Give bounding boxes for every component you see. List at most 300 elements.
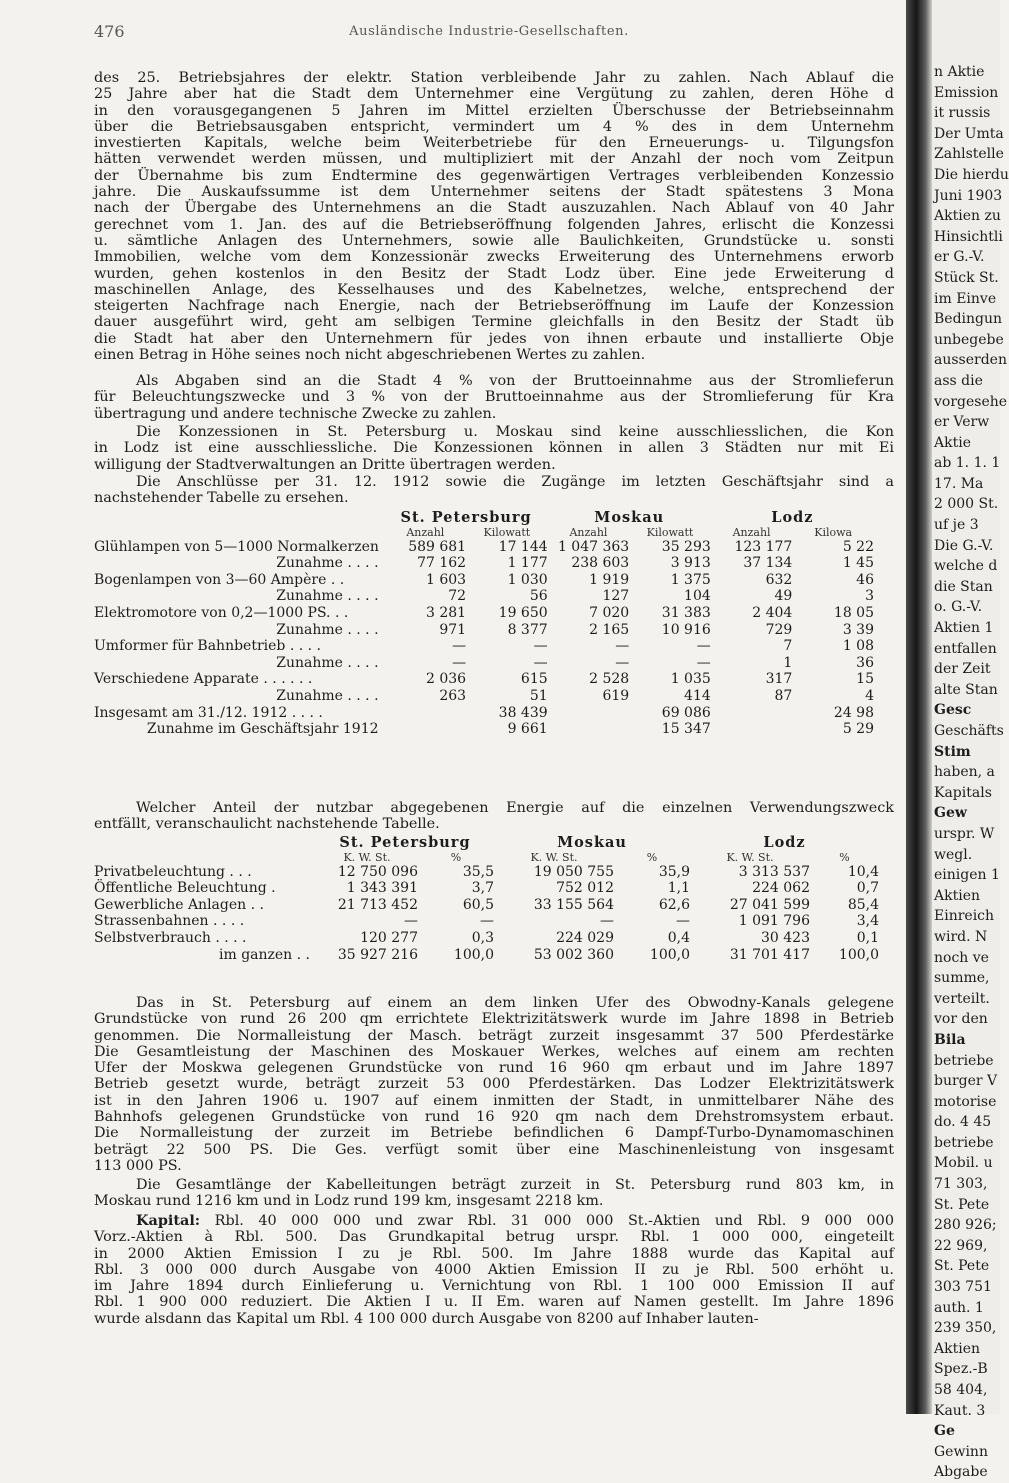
empty-cell [711, 721, 793, 738]
table-cell: — [480, 913, 494, 930]
table-cell: 2 404 [752, 604, 793, 621]
table-cell: 238 603 [571, 555, 630, 572]
table-cell: 3 313 537 [738, 863, 810, 880]
column-subheading: K. W. St. [343, 850, 391, 864]
paragraph-werke [94, 995, 894, 1174]
facing-page-fragment: noch ve [934, 949, 989, 966]
facing-page-fragment: St. Pete [934, 1258, 990, 1275]
row-label: Selbstverbrauch . . . . [94, 929, 247, 946]
facing-page-fragment: Geschäfts [934, 723, 1004, 739]
table-cell: — [452, 654, 467, 671]
table-cell: 2 036 [426, 671, 467, 688]
text-line: Grundstücke von rund 26 200 qm errichtete Elektrizitätswerk wurde im Jahre 1898 in Betrieb [94, 1011, 894, 1028]
book-gutter [906, 0, 932, 1414]
kapital-first-line [94, 1213, 894, 1229]
text-line: u. sämtliche Anlagen des Unternehmers, sowie alle Baulichkeiten, Grundstücke u. sonsti [94, 232, 894, 249]
paragraph-kabel [94, 1177, 894, 1210]
table-cell: 414 [684, 687, 711, 704]
facing-page-fragment: o. G.-V. [934, 599, 983, 616]
facing-page-fragment: motorise [934, 1093, 997, 1110]
table-city-row [94, 510, 874, 527]
facing-page-fragment: do. 4 45 [934, 1114, 992, 1131]
facing-page-fragment: 239 350, [934, 1320, 997, 1337]
facing-page-fragment: 17. Ma [934, 475, 984, 492]
column-subheading: Anzahl [732, 525, 771, 539]
table-corner [94, 852, 316, 864]
city-heading: Moskau [557, 834, 627, 851]
row-label: Umformer für Bahnbetrieb . . . . [94, 638, 321, 655]
row-label: Zunahme . . . . [276, 621, 379, 638]
table-cell: 1 603 [426, 571, 467, 588]
facing-page-fragment: betriebe [934, 1134, 994, 1151]
table-cell: 1,1 [667, 880, 690, 897]
table-corner [94, 835, 316, 852]
table-cell: 18 05 [833, 604, 874, 621]
table-cell: 1 047 363 [557, 538, 630, 555]
table-cell: 12 750 096 [337, 863, 418, 880]
table-cell: — [600, 913, 614, 930]
table-cell: 56 [529, 588, 548, 605]
facing-page-fragment: uf je 3 [934, 517, 979, 534]
table-cell: 8 377 [507, 621, 548, 638]
column-subheading: K. W. St. [530, 850, 578, 864]
table-cell: — [615, 638, 630, 655]
paragraph-konzessionen [94, 424, 894, 473]
facing-page-fragment: summe, [934, 970, 990, 987]
city-heading: Lodz [771, 509, 814, 526]
table-cell: 2 528 [589, 671, 630, 688]
facing-page-fragment: Bedingun [934, 311, 1003, 328]
paragraph-anschluesse [94, 474, 894, 507]
facing-page-fragment: auth. 1 [934, 1299, 984, 1316]
table-cell: 1 375 [670, 571, 711, 588]
text-line: nachstehender Tabelle zu ersehen. [94, 490, 349, 507]
facing-page-fragment: Spez.-B [934, 1361, 988, 1378]
table-total-cell: 53 002 360 [533, 946, 614, 963]
text-line: in Lodz ist eine ausschliessliche. Die Konzessionen können in allen 3 Städten nur mit Ei [94, 440, 894, 457]
table-total-cell: 69 086 [661, 704, 711, 721]
table-corner [94, 510, 385, 527]
facing-page-fragment: vorgesehe [934, 393, 1008, 410]
table-total-row [94, 721, 874, 738]
table-total-cell: 31 701 417 [729, 946, 810, 963]
text-line: Die Anschlüsse per 31. 12. 1912 sowie die Zugänge im letzten Geschäftsjahr sind a [136, 474, 894, 490]
table-cell: 35,9 [658, 863, 690, 880]
table-cell: — [452, 638, 467, 655]
facing-page-fragment: Die G.-V. [934, 537, 994, 554]
facing-page-fragment: die Stan [934, 578, 993, 595]
facing-page-fragment: Der Umta [934, 125, 1004, 142]
text-line: Die Gesamtlänge der Kabelleitungen beträgt zurzeit in St. Petersburg rund 803 km, in [136, 1177, 894, 1193]
table-cell: — [533, 638, 548, 655]
facing-page-fragment: 22 969, [934, 1237, 988, 1254]
empty-cell [385, 721, 467, 738]
facing-page-fragment: 2 000 St. [934, 496, 999, 513]
table-cell: 127 [602, 588, 630, 605]
table-cell: — [404, 913, 418, 930]
table-cell: 615 [520, 671, 548, 688]
table-cell: 1 035 [670, 671, 711, 688]
table-cell: 15 [856, 671, 874, 688]
table-cell: 51 [529, 687, 548, 704]
table-row [94, 622, 874, 639]
table-cell: 0,4 [667, 929, 690, 946]
text-line: der Übernahme bis zum Endtermine des gegenwärtigen Vertrages verbleibenden Konzessio [94, 167, 894, 184]
table-total-cell: 100,0 [649, 946, 690, 963]
table-cell: 19 650 [498, 604, 548, 621]
text-line: Rbl. 1 900 000 reduziert. Die Aktien I u. II Em. waren auf Namen gestellt. Im Jahre 1896 [94, 1294, 894, 1311]
empty-cell [548, 705, 630, 722]
table-subhead-row [94, 527, 874, 539]
table-cell: 0,1 [856, 929, 879, 946]
facing-page-fragment: wird. N [934, 928, 988, 945]
facing-page-fragment: 303 751 [934, 1279, 992, 1296]
table-row [94, 555, 874, 572]
paragraph-kapital [94, 1213, 894, 1327]
column-subheading: Anzahl [406, 525, 445, 539]
facing-page-fragment: welche d [934, 558, 998, 575]
city-heading: Moskau [594, 509, 665, 526]
facing-page-fragment: betriebe [934, 1052, 994, 1069]
facing-page-fragment: ausserden [934, 352, 1007, 369]
row-label: Verschiedene Apparate . . . . . . [94, 671, 313, 688]
text-line: einen Betrag in Höhe seines noch nicht abgeschriebenen Wertes zu zahlen. [94, 347, 646, 364]
text-line: Betrieb gesetzt wurde, beträgt zurzeit 53 000 Pferdestärken. Das Lodzer Elektrizitätswerk [94, 1076, 894, 1093]
facing-page-fragment: Aktie [934, 434, 971, 451]
table-row [94, 671, 874, 688]
row-label: Elektromotore von 0,2—1000 PS. . . [94, 604, 349, 621]
table-cell: — [533, 654, 548, 671]
page-header [94, 20, 884, 46]
column-subheading: Kilowa [814, 525, 853, 539]
table-cell: 37 134 [743, 555, 793, 572]
empty-cell [548, 721, 630, 738]
text-line: Bahnhofs gelegenen Grundstücke von rund 16 920 qm nach dem Drehstromsystem erbaut. [94, 1109, 894, 1126]
row-label: Zunahme . . . . [276, 588, 379, 605]
facing-page-fragment: Kapitals [934, 784, 992, 801]
text-line: willigung der Stadtverwaltungen an Dritte übertragen werden. [94, 456, 556, 473]
table-cell: 3,4 [856, 913, 879, 930]
row-label: Insgesamt am 31./12. 1912 . . . . [94, 704, 323, 721]
facing-page-fragment: Emission [934, 84, 999, 101]
table-cell: 33 155 564 [533, 896, 614, 913]
page-number: 476 [94, 22, 125, 41]
table-cell: 4 [865, 687, 874, 704]
facing-page-fragment: vor den [934, 1011, 988, 1028]
empty-cell [385, 705, 467, 722]
facing-page-fragment: Hinsichtli [934, 228, 1003, 245]
facing-page-fragment: Gew [934, 805, 967, 822]
text-line: Vorz.-Aktien à Rbl. 500. Das Grundkapital betrug urspr. Rbl. 1 000 000, eingeteilt [94, 1229, 894, 1246]
table-cell: 27 041 599 [729, 896, 810, 913]
table-cell: 10 916 [661, 621, 711, 638]
text-line: beträgt 22 500 PS. Die Ges. verfügt somit über eine Maschinenleistung von insgesamt [94, 1141, 894, 1158]
facing-page-fragment: urspr. W [934, 825, 995, 842]
text-line: hätten verwendet werden müssen, und multipliziert mit der Anzahl der noch vom Zeitpun [94, 151, 894, 168]
table-total-cell: 35 927 216 [337, 946, 418, 963]
table-city-row [94, 835, 879, 852]
paragraph-abgaben [94, 373, 894, 422]
table-total-row [94, 947, 879, 964]
text-line: in 2000 Aktien Emission I zu je Rbl. 500. Im Jahre 1888 wurde das Kapital auf [94, 1245, 894, 1262]
facing-page-fragment: entfallen [934, 640, 997, 657]
city-heading: Lodz [763, 834, 806, 851]
table-cell: 17 144 [498, 538, 548, 555]
text-line: Moskau rund 1216 km und in Lodz rund 199 km, insgesamt 2218 km. [94, 1193, 604, 1210]
facing-page-fragment: it russis [934, 105, 991, 122]
table-cell: 3,7 [471, 880, 494, 897]
table-row [94, 655, 874, 672]
text-line: die Stadt hat aber den Unternehmern für jedes von ihnen erbaute und installierte Obje [94, 330, 894, 347]
text-line: entfällt, veranschaulicht nachstehende Tabelle. [94, 816, 440, 833]
column-subheading: Anzahl [569, 525, 608, 539]
table-total-row [94, 705, 874, 722]
table-total-cell: 5 29 [842, 721, 874, 738]
table-cell: 3 913 [670, 555, 711, 572]
facing-page-fragment: Bila [934, 1031, 966, 1048]
facing-page-fragment: Aktien [934, 1340, 980, 1357]
table-cell: — [696, 638, 711, 655]
table-total-cell: 15 347 [661, 721, 711, 738]
facing-page-fragment: ab 1. 1. 1 [934, 455, 1001, 472]
table-cell: 263 [439, 687, 467, 704]
text-line: Ufer der Moskwa gelegenen Grundstücke von rund 16 960 qm erbaut und im Jahre 1897 [94, 1060, 894, 1077]
text-line: jahre. Die Auskaufssumme ist dem Unternehmer seitens der Stadt spätestens 3 Mona [94, 184, 894, 201]
table-cell: 1 919 [589, 571, 630, 588]
facing-page-fragment: Die hierdu [934, 166, 1009, 183]
table-row [94, 638, 874, 655]
facing-page-fragment: er G.-V. [934, 249, 985, 266]
facing-page-fragment: St. Pete [934, 1196, 990, 1213]
table-cell: 35 293 [661, 538, 711, 555]
table-cell: 0,3 [471, 929, 494, 946]
table-cell: 1 091 796 [738, 913, 810, 930]
text-line: 25 Jahre aber hat die Stadt dem Unternehmer eine Vergütung zu zahlen, deren Höhe d [94, 86, 894, 103]
facing-page-fragment: Kaut. 3 [934, 1402, 986, 1419]
text-line: über die Betriebsausgaben entspricht, vermindert um 4 % des in dem Unternehm [94, 118, 894, 135]
text-line: im Jahre 1894 durch Einlieferung u. Vernichtung von Rbl. 1 100 000 Emission II auf [94, 1278, 894, 1295]
table-cell: 35,5 [462, 863, 494, 880]
row-label: Bogenlampen von 3—60 Ampère . . [94, 571, 345, 588]
facing-page-fragment: Stück St. [934, 269, 999, 286]
facing-page-fragment: Abgabe [934, 1464, 988, 1481]
table-cell: 31 383 [661, 604, 711, 621]
city-heading: St. Petersburg [339, 834, 471, 851]
city-heading: St. Petersburg [400, 509, 532, 526]
text-line: ist in den Jahren 1906 u. 1907 auf einem inmitten der Stadt, in unmittelbarer Nähe des [94, 1092, 894, 1109]
table-cell: 0,7 [856, 880, 879, 897]
table-total-cell: 100,0 [838, 946, 879, 963]
table-cell: 632 [765, 571, 793, 588]
facing-page-fragment: verteilt. [934, 990, 990, 1007]
table-cell: 123 177 [734, 538, 793, 555]
table-cell: 72 [448, 588, 467, 605]
facing-page-fragment: 58 404, [934, 1382, 988, 1398]
table-cell: 7 020 [589, 604, 630, 621]
text-line: Rbl. 3 000 000 durch Ausgabe von 4000 Aktien Emission II zu je Rbl. 500 erhöht u. [94, 1261, 894, 1278]
table-row [94, 539, 874, 556]
connections-table [94, 510, 874, 738]
row-label: Zunahme im Geschäftsjahr 1912 [146, 721, 379, 738]
table-row [94, 572, 874, 589]
text-line: Die Normalleistung der zurzeit im Betriebe befindlichen 6 Dampf-Turbo-Dynamomaschinen [94, 1125, 894, 1142]
table-subhead-row [94, 852, 879, 864]
text-line: steigerten Nachfrage nach Energie, nach der Betriebseröffnung im Laufe der Konzession [94, 298, 894, 315]
table-cell: 30 423 [761, 929, 810, 946]
table-cell: 1 08 [842, 638, 874, 655]
facing-page-fragment: Aktien [934, 887, 980, 904]
text-line: wurde alsdann das Kapital um Rbl. 4 100 000 durch Ausgabe von 8200 auf Inhaber lauten- [94, 1310, 759, 1327]
table-row [94, 864, 879, 881]
table-row [94, 588, 874, 605]
row-label: Strassenbahnen . . . . [94, 913, 245, 930]
table-row [94, 930, 879, 947]
table-cell: 7 [783, 638, 793, 655]
facing-page-fragment: Gesc [934, 702, 972, 719]
text-line: genommen. Die Normalleistung der Masch. beträgt zurzeit insgesammt 37 500 Pferdestärke [94, 1027, 894, 1044]
text-line: für Beleuchtungszwecke und 3 % von der Bruttoeinnahme aus der Stromlieferung für Kra [94, 389, 894, 406]
table-cell: 36 [856, 654, 874, 671]
table-cell: 1 030 [507, 571, 548, 588]
table-row [94, 605, 874, 622]
table-cell: 729 [765, 621, 793, 638]
energy-usage-table [94, 835, 879, 963]
column-subheading: Kilowatt [646, 525, 694, 539]
text-line: Welcher Anteil der nutzbar abgegebenen Energie auf die einzelnen Verwendungszweck [136, 800, 894, 816]
table-cell: 317 [765, 671, 793, 688]
table-cell: 10,4 [847, 863, 879, 880]
facing-page-fragment: Aktien zu [934, 208, 1001, 225]
row-label: im ganzen . . [218, 946, 310, 963]
table-cell: 589 681 [408, 538, 467, 555]
facing-page-fragment: Ge [934, 1423, 955, 1440]
table-cell: 85,4 [847, 896, 879, 913]
facing-page-fragment: 71 303, [934, 1176, 988, 1193]
facing-page-fragment: im Einve [934, 290, 997, 307]
table-cell: 21 713 452 [337, 896, 418, 913]
table-cell: — [615, 654, 630, 671]
column-subheading: % [646, 850, 658, 864]
facing-page-fragment: Juni 1903 [934, 187, 1003, 204]
table-cell: — [676, 913, 690, 930]
table-total-cell: 9 661 [507, 721, 548, 738]
table-cell: 3 [865, 588, 874, 605]
text-line: investierten Kapitals, welche beim Weiterbetriebe für den Erneuerungs- u. Tilgungsfon [94, 135, 894, 152]
facing-page-fragment: Zahlstelle [934, 146, 1004, 163]
table-row [94, 913, 879, 930]
table-cell: 1 [783, 654, 793, 671]
table-corner [94, 527, 385, 539]
facing-page-fragment: n Aktie [934, 64, 985, 80]
table-row [94, 880, 879, 897]
row-label: Öffentliche Beleuchtung . [94, 880, 276, 897]
table-total-cell: 24 98 [833, 704, 874, 721]
table-cell: 62,6 [658, 896, 690, 913]
facing-page-fragment: Stim [934, 743, 971, 760]
column-subheading: % [839, 850, 850, 864]
table-row [94, 897, 879, 914]
facing-page-fragment: einigen 1 [934, 867, 1000, 884]
row-label: Zunahme . . . . [276, 687, 379, 704]
table-cell: 60,5 [462, 896, 494, 913]
text-line: Immobilien, welche vom dem Konzessionär zwecks Erweiterung des Unternehmens erworb [94, 249, 894, 266]
text-line: des 25. Betriebsjahres der elektr. Station verbleibende Jahr zu zahlen. Nach Ablauf die [94, 70, 894, 86]
table-cell: 77 162 [417, 555, 467, 572]
table-cell: 120 277 [360, 929, 418, 946]
facing-page-fragment: 280 926; [934, 1217, 997, 1234]
kapital-first-text: Rbl. 40 000 000 und zwar Rbl. 31 000 000 St.-Aktien und Rbl. 9 000 000 [214, 1213, 894, 1229]
text-line: übertragung und andere technische Zwecke zu zahlen. [94, 405, 497, 422]
paragraph-anteil [94, 800, 894, 833]
table-total-cell: 38 439 [498, 704, 548, 721]
facing-page-fragment: unbegebe [934, 331, 1004, 348]
facing-page-fragment: haben, a [934, 764, 995, 781]
facing-page-edge [932, 0, 1009, 1481]
column-subheading: % [450, 850, 462, 864]
table-total-cell: 100,0 [453, 946, 494, 963]
table-cell: 19 050 755 [533, 863, 614, 880]
row-label: Zunahme . . . . [276, 555, 379, 572]
table-cell: 2 165 [589, 621, 630, 638]
table-cell: 971 [439, 621, 467, 638]
table-cell: 5 22 [842, 538, 874, 555]
text-line: in den vorausgegangenen 5 Jahren im Mittel erzielten Überschusse der Betriebseinnahm [94, 102, 894, 119]
table-cell: 1 343 391 [346, 880, 418, 897]
text-line: 113 000 PS. [94, 1157, 182, 1174]
table-cell: 3 39 [842, 621, 874, 638]
table-cell: 104 [684, 588, 711, 605]
text-line: Die Konzessionen in St. Petersburg u. Moskau sind keine ausschliesslichen, die Kon [136, 424, 894, 440]
running-head: Ausländische Industrie-Gesellschaften. [349, 24, 629, 39]
facing-page-fragment: der Zeit [934, 661, 991, 678]
empty-cell [711, 705, 793, 722]
table-cell: 49 [774, 588, 793, 605]
table-cell: 1 45 [842, 555, 874, 572]
table-cell: 87 [774, 687, 793, 704]
facing-page-fragment: alte Stan [934, 681, 998, 698]
facing-page-fragment: wegl. [934, 846, 973, 863]
facing-page-fragment: Aktien 1 [934, 620, 994, 637]
facing-page-fragment: Mobil. u [934, 1155, 993, 1172]
column-subheading: K. W. St. [726, 850, 774, 864]
paragraph-concession-terms [94, 70, 894, 363]
table-cell: 224 029 [556, 929, 614, 946]
text-line: maschinellen Anlage, des Kesselhauses und des Kabelnetzes, welche, entsprechend der [94, 281, 894, 298]
text-line: Das in St. Petersburg auf einem an dem linken Ufer des Obwodny-Kanals gelegene [136, 995, 894, 1011]
table-cell: 1 177 [507, 555, 548, 572]
kapital-label: Kapital: [136, 1212, 201, 1229]
text-line: gerechnet vom 1. Jan. des auf die Betriebseröffnung folgenden Jahres, erlischt die Konzessi [94, 216, 894, 233]
table-cell: 46 [856, 571, 874, 588]
table-cell: 752 012 [556, 880, 614, 897]
text-line: Die Gesamtleistung der Maschinen des Moskauer Werkes, welches auf einem am rechten [94, 1043, 894, 1060]
row-label: Glühlampen von 5—1000 Normalkerzen [94, 538, 379, 555]
table-cell: 3 281 [426, 604, 467, 621]
text-line: dauer ausgeführt wird, geht am selbigen Termine gleichfalls in den Besitz der Stadt üb [94, 314, 894, 331]
facing-page-fragment: Einreich [934, 908, 995, 925]
row-label: Privatbeleuchtung . . . [94, 863, 252, 880]
row-label: Gewerbliche Anlagen . . [94, 896, 264, 913]
row-label: Zunahme . . . . [276, 654, 379, 671]
text-line: nach der Übergabe des Unternehmens an die Stadt auszuzahlen. Nach Ablauf von 40 Jahr [94, 200, 894, 217]
facing-page-fragment: burger V [934, 1073, 998, 1090]
table-row [94, 688, 874, 705]
facing-page-fragment: er Verw [934, 414, 990, 431]
facing-page-fragment: ass die [934, 372, 983, 389]
facing-page-fragment: Gewinn [934, 1443, 988, 1460]
text-line: wurden, gehen kostenlos in den Besitz der Stadt Lodz über. Eine jede Erweiterung d [94, 265, 894, 282]
column-subheading: Kilowatt [483, 525, 531, 539]
